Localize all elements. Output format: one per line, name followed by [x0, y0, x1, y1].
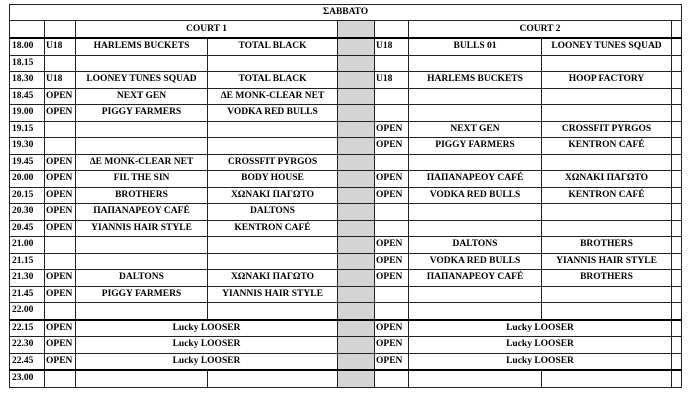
court-2-away-team: BROTHERS: [542, 237, 672, 254]
time-cell: 18.30: [10, 72, 45, 89]
court-1-category: OPEN: [45, 353, 76, 370]
time-slot-row: [10, 138, 682, 155]
court-separator: [338, 138, 375, 155]
court-1-home-team: PIGGY FARMERS: [76, 105, 208, 122]
court-separator: [338, 88, 375, 105]
blank-cell: [45, 370, 76, 387]
court-1-away-team: YIANNIS HAIR STYLE: [208, 286, 338, 303]
header-blank: [10, 21, 45, 39]
blank-cell: [375, 370, 409, 387]
court-2-home-team: [409, 204, 542, 221]
court-1-away-team: ΔΕ MONK-CLEAR NET: [208, 88, 338, 105]
edge-cell: [672, 220, 682, 237]
court-2-match: Lucky LOOSER: [409, 320, 672, 337]
time-cell: 20.30: [10, 204, 45, 221]
court-1-home-team: ΠΑΠΑΝΑΡΕΟΥ CAFÉ: [76, 204, 208, 221]
court-1-match: Lucky LOOSER: [76, 320, 338, 337]
court-separator: [338, 21, 375, 39]
court-separator: [338, 337, 375, 354]
court-1-home-team: [76, 121, 208, 138]
court-1-away-team: [208, 303, 338, 320]
court-2-home-team: [409, 55, 542, 72]
edge-cell: [672, 187, 682, 204]
court-2-home-team: VODKA RED BULLS: [409, 253, 542, 270]
court-2-away-team: CROSSFIT PYRGOS: [542, 121, 672, 138]
blank-cell: [208, 370, 338, 387]
court-2-away-team: [542, 303, 672, 320]
court-2-category: OPEN: [375, 253, 409, 270]
court-1-home-team: [76, 303, 208, 320]
time-cell: 21.30: [10, 270, 45, 287]
court-2-home-team: VODKA RED BULLS: [409, 187, 542, 204]
court-1-home-team: [76, 253, 208, 270]
court-2-away-team: HOOP FACTORY: [542, 72, 672, 89]
time-cell: 20.45: [10, 220, 45, 237]
court-1-away-team: [208, 138, 338, 155]
court-separator: [338, 72, 375, 89]
edge-cell: [672, 88, 682, 105]
court-separator: [338, 353, 375, 370]
court-separator: [338, 320, 375, 337]
court-2-category: [375, 154, 409, 171]
court-1-home-team: FIL THE SIN: [76, 171, 208, 188]
time-slot-row: [10, 154, 682, 171]
final-slot-row: [10, 337, 682, 354]
court-2-away-team: BROTHERS: [542, 270, 672, 287]
court-1-category: [45, 237, 76, 254]
court-separator: [338, 253, 375, 270]
time-slot-row: [10, 187, 682, 204]
court-1-away-team: TOTAL BLACK: [208, 72, 338, 89]
time-slot-row: [10, 220, 682, 237]
court-2-home-team: NEXT GEN: [409, 121, 542, 138]
time-cell: 22.00: [10, 303, 45, 320]
court-separator: [338, 38, 375, 55]
court-header-row: [10, 21, 682, 39]
time-cell: 21.00: [10, 237, 45, 254]
time-cell: 20.15: [10, 187, 45, 204]
court-1-home-team: [76, 237, 208, 254]
court-2-category: OPEN: [375, 138, 409, 155]
court-1-away-team: DALTONS: [208, 204, 338, 221]
time-slot-row: [10, 105, 682, 122]
time-cell: 18.00: [10, 38, 45, 55]
time-slot-row: [10, 270, 682, 287]
court-2-home-team: [409, 154, 542, 171]
court-2-category: [375, 303, 409, 320]
court-2-category: OPEN: [375, 337, 409, 354]
final-slot-row: [10, 320, 682, 337]
court-separator: [338, 154, 375, 171]
edge-cell: [672, 154, 682, 171]
time-slot-row: [10, 253, 682, 270]
court-2-category: OPEN: [375, 320, 409, 337]
court-1-category: OPEN: [45, 270, 76, 287]
court-2-away-team: KENTRON CAFÉ: [542, 138, 672, 155]
court-1-away-team: CROSSFIT PYRGOS: [208, 154, 338, 171]
court-2-away-team: [542, 154, 672, 171]
court-2-category: OPEN: [375, 353, 409, 370]
court-1-home-team: LOONEY TUNES SQUAD: [76, 72, 208, 89]
court-1-category: U18: [45, 38, 76, 55]
court-2-category: OPEN: [375, 187, 409, 204]
court-2-category: OPEN: [375, 171, 409, 188]
edge-cell: [672, 55, 682, 72]
header-blank: [45, 21, 76, 39]
court-1-category: [45, 253, 76, 270]
court-1-away-team: VODKA RED BULLS: [208, 105, 338, 122]
time-cell: 19.30: [10, 138, 45, 155]
court-1-away-team: ΧΩΝΑΚΙ ΠΑΓΩΤΟ: [208, 270, 338, 287]
time-slot-row: [10, 171, 682, 188]
court-1-home-team: [76, 55, 208, 72]
court-separator: [338, 237, 375, 254]
court-separator: [338, 286, 375, 303]
court-2-away-team: KENTRON CAFÉ: [542, 187, 672, 204]
time-slot-row: [10, 72, 682, 89]
court-1-home-team: DALTONS: [76, 270, 208, 287]
court-1-away-team: ΧΩΝΑΚΙ ΠΑΓΩΤΟ: [208, 187, 338, 204]
header-blank: [375, 21, 409, 39]
court-2-home-team: [409, 220, 542, 237]
time-cell: 22.15: [10, 320, 45, 337]
court-2-away-team: [542, 105, 672, 122]
court-1-category: [45, 121, 76, 138]
day-title-row: [10, 5, 682, 21]
court-1-home-team: [76, 138, 208, 155]
court-2-category: [375, 55, 409, 72]
court-2-category: OPEN: [375, 237, 409, 254]
end-time-cell: 23.00: [10, 370, 45, 387]
court-2-home-team: [409, 303, 542, 320]
court-separator: [338, 171, 375, 188]
time-slot-row: [10, 55, 682, 72]
edge-cell: [672, 171, 682, 188]
court-2-away-team: [542, 220, 672, 237]
court-2-header: COURT 2: [409, 21, 672, 39]
court-2-category: [375, 220, 409, 237]
court-1-category: [45, 303, 76, 320]
court-2-home-team: PIGGY FARMERS: [409, 138, 542, 155]
edge-cell: [672, 38, 682, 55]
court-2-match: Lucky LOOSER: [409, 353, 672, 370]
court-2-home-team: ΠΑΠΑΝΑΡΕΟΥ CAFÉ: [409, 270, 542, 287]
court-1-home-team: NEXT GEN: [76, 88, 208, 105]
court-1-away-team: [208, 253, 338, 270]
court-2-home-team: DALTONS: [409, 237, 542, 254]
court-1-match: Lucky LOOSER: [76, 337, 338, 354]
court-1-category: OPEN: [45, 320, 76, 337]
court-1-category: [45, 55, 76, 72]
blank-cell: [542, 370, 672, 387]
court-1-away-team: BODY HOUSE: [208, 171, 338, 188]
time-slot-row: [10, 303, 682, 320]
edge-cell: [672, 138, 682, 155]
time-slot-row: [10, 88, 682, 105]
court-1-match: Lucky LOOSER: [76, 353, 338, 370]
court-2-away-team: [542, 204, 672, 221]
time-cell: 19.45: [10, 154, 45, 171]
court-2-home-team: HARLEMS BUCKETS: [409, 72, 542, 89]
time-cell: 18.15: [10, 55, 45, 72]
end-time-row: [10, 370, 682, 387]
court-1-category: OPEN: [45, 88, 76, 105]
court-1-category: OPEN: [45, 286, 76, 303]
court-1-category: OPEN: [45, 204, 76, 221]
court-separator: [338, 187, 375, 204]
court-2-home-team: BULLS 01: [409, 38, 542, 55]
court-1-home-team: HARLEMS BUCKETS: [76, 38, 208, 55]
court-2-away-team: YIANNIS HAIR STYLE: [542, 253, 672, 270]
court-2-away-team: [542, 286, 672, 303]
edge-cell: [672, 270, 682, 287]
time-cell: 19.00: [10, 105, 45, 122]
schedule-table: [9, 4, 682, 388]
court-1-category: OPEN: [45, 105, 76, 122]
court-1-away-team: [208, 55, 338, 72]
time-slot-row: [10, 204, 682, 221]
court-2-category: [375, 105, 409, 122]
time-slot-row: [10, 237, 682, 254]
court-1-category: U18: [45, 72, 76, 89]
court-separator: [338, 370, 375, 387]
header-blank: [672, 21, 682, 39]
edge-cell: [672, 204, 682, 221]
time-cell: 22.30: [10, 337, 45, 354]
blank-cell: [76, 370, 208, 387]
time-cell: 21.15: [10, 253, 45, 270]
court-separator: [338, 105, 375, 122]
court-1-away-team: TOTAL BLACK: [208, 38, 338, 55]
court-2-category: U18: [375, 72, 409, 89]
court-1-home-team: PIGGY FARMERS: [76, 286, 208, 303]
edge-cell: [672, 286, 682, 303]
court-2-category: [375, 286, 409, 303]
court-1-category: OPEN: [45, 187, 76, 204]
edge-cell: [672, 320, 682, 337]
time-slot-row: [10, 286, 682, 303]
time-slot-row: [10, 121, 682, 138]
court-separator: [338, 270, 375, 287]
time-cell: 21.45: [10, 286, 45, 303]
court-separator: [338, 55, 375, 72]
court-1-category: OPEN: [45, 154, 76, 171]
court-1-home-team: YIANNIS HAIR STYLE: [76, 220, 208, 237]
court-2-away-team: [542, 55, 672, 72]
court-2-home-team: [409, 105, 542, 122]
edge-cell: [672, 337, 682, 354]
edge-cell: [672, 237, 682, 254]
time-slot-row: [10, 38, 682, 55]
edge-cell: [672, 121, 682, 138]
edge-cell: [672, 72, 682, 89]
court-1-home-team: BROTHERS: [76, 187, 208, 204]
schedule-body: [10, 5, 682, 388]
court-1-home-team: ΔΕ MONK-CLEAR NET: [76, 154, 208, 171]
time-cell: 22.45: [10, 353, 45, 370]
edge-cell: [672, 253, 682, 270]
court-2-category: U18: [375, 38, 409, 55]
court-2-category: OPEN: [375, 121, 409, 138]
edge-cell: [672, 105, 682, 122]
court-1-away-team: [208, 237, 338, 254]
court-1-away-team: [208, 121, 338, 138]
court-2-away-team: LOONEY TUNES SQUAD: [542, 38, 672, 55]
court-2-home-team: [409, 286, 542, 303]
court-2-category: [375, 204, 409, 221]
day-title: ΣΑΒΒΑΤΟ: [10, 5, 682, 21]
time-cell: 19.15: [10, 121, 45, 138]
time-cell: 20.00: [10, 171, 45, 188]
court-1-category: [45, 138, 76, 155]
court-separator: [338, 303, 375, 320]
court-2-home-team: [409, 88, 542, 105]
court-1-category: OPEN: [45, 220, 76, 237]
court-2-category: OPEN: [375, 270, 409, 287]
court-2-home-team: ΠΑΠΑΝΑΡΕΟΥ CAFÉ: [409, 171, 542, 188]
court-2-category: [375, 88, 409, 105]
court-1-header: COURT 1: [76, 21, 338, 39]
court-separator: [338, 220, 375, 237]
court-2-away-team: ΧΩΝΑΚΙ ΠΑΓΩΤΟ: [542, 171, 672, 188]
edge-cell: [672, 303, 682, 320]
court-1-category: OPEN: [45, 337, 76, 354]
blank-cell: [672, 370, 682, 387]
court-2-away-team: [542, 88, 672, 105]
court-separator: [338, 121, 375, 138]
court-2-match: Lucky LOOSER: [409, 337, 672, 354]
blank-cell: [409, 370, 542, 387]
time-cell: 18.45: [10, 88, 45, 105]
court-separator: [338, 204, 375, 221]
court-1-away-team: KENTRON CAFÉ: [208, 220, 338, 237]
edge-cell: [672, 353, 682, 370]
court-1-category: OPEN: [45, 171, 76, 188]
final-slot-row: [10, 353, 682, 370]
